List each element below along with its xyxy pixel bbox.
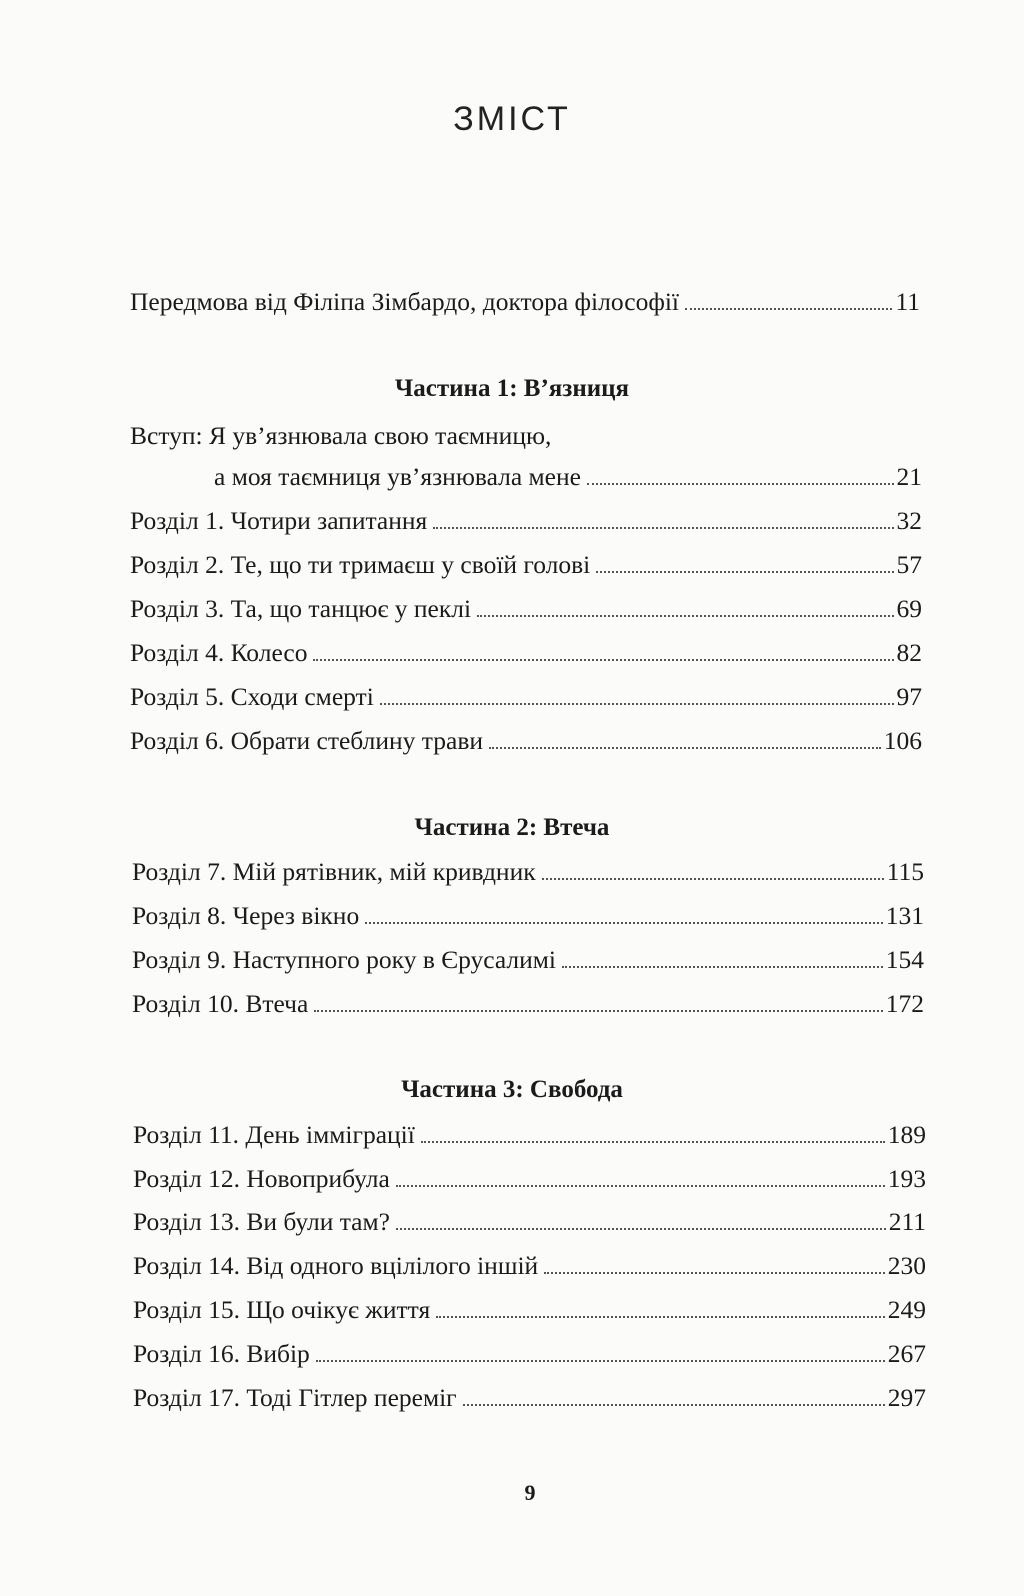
toc-entry-text: Розділ 7. Мій рятівник, мій кривдник (132, 857, 536, 886)
toc-entry-page: 97 (896, 682, 922, 711)
toc-entry-page: 172 (885, 989, 924, 1018)
toc-entry-page: 11 (895, 287, 920, 316)
toc-entry-text: Розділ 13. Ви були там? (133, 1207, 390, 1236)
page-number: 9 (524, 1480, 536, 1505)
dot-leader (562, 944, 883, 968)
toc-entry-intro (214, 461, 922, 493)
dot-leader (436, 1294, 885, 1318)
toc-entry-page: 297 (887, 1383, 926, 1412)
dot-leader (365, 900, 883, 924)
part-heading-3: Частина 3: Свобода (401, 1076, 623, 1103)
toc-entry-text: Розділ 17. Тоді Гітлер переміг (133, 1383, 457, 1412)
toc-entry-chapter (130, 725, 922, 757)
dot-leader (587, 461, 894, 485)
toc-entry-text: Розділ 8. Через вікно (132, 901, 360, 930)
toc-entry-text: Розділ 3. Та, що танцює у пеклі (130, 594, 472, 623)
toc-entry-page: 193 (887, 1164, 926, 1193)
toc-entry-page: 267 (887, 1339, 926, 1368)
toc-entry-chapter (130, 505, 922, 537)
dot-leader (421, 1119, 885, 1143)
toc-entry-text: Розділ 2. Те, що ти тримаєш у своїй голові (130, 550, 591, 579)
toc-entry-text: Розділ 10. Втеча (132, 989, 309, 1018)
toc-entry-page: 189 (887, 1120, 926, 1149)
toc-entry-text: Передмова від Філіпа Зімбардо, доктора філософії (130, 287, 680, 316)
dot-leader (685, 286, 892, 310)
toc-entry-chapter (133, 1119, 926, 1151)
toc-entry-chapter (133, 1382, 926, 1414)
toc-entry-chapter (133, 1206, 926, 1238)
toc-entry-text: Розділ 11. День імміграції (133, 1120, 415, 1149)
dot-leader (433, 505, 893, 529)
page-title: ЗМІСТ (453, 100, 571, 138)
toc-entry-chapter (130, 549, 922, 581)
toc-entry-text: Розділ 16. Вибір (133, 1339, 310, 1368)
part-heading-1: Частина 1: В’язниця (394, 375, 630, 402)
toc-entry-page: 249 (887, 1295, 926, 1324)
toc-entry-text: Розділ 6. Обрати стеблину трави (130, 726, 484, 755)
toc-entry-page: 69 (896, 594, 922, 623)
toc-entry-page: 106 (883, 726, 922, 755)
toc-entry-chapter (132, 900, 924, 932)
dot-leader (316, 1338, 885, 1362)
toc-entry-chapter (133, 1338, 926, 1370)
dot-leader (489, 725, 881, 749)
toc-entry-page: 115 (886, 857, 924, 886)
toc-entry-text: Розділ 1. Чотири запитання (130, 506, 428, 535)
dot-leader (477, 593, 893, 617)
dot-leader (596, 549, 893, 573)
toc-entry-foreword (130, 286, 920, 318)
toc-entry-text: а моя таємниця ув’язнювала мене (214, 462, 581, 491)
toc-entry-text: Розділ 4. Колесо (130, 638, 308, 667)
toc-entry-page: 154 (885, 945, 924, 974)
toc-entry-chapter (133, 1250, 926, 1282)
dot-leader (314, 988, 882, 1012)
toc-entry-chapter (133, 1294, 926, 1326)
toc-entry-page: 57 (896, 550, 922, 579)
dot-leader (463, 1382, 885, 1406)
toc-entry-text: Розділ 5. Сходи смерті (130, 682, 374, 711)
toc-entry-text: Розділ 12. Новоприбула (133, 1164, 390, 1193)
toc-entry-chapter (133, 1163, 926, 1195)
toc-entry-text: Розділ 15. Що очікує життя (133, 1295, 431, 1324)
dot-leader (380, 681, 894, 705)
toc-entry-page: 21 (896, 462, 922, 491)
toc-entry-text: Розділ 14. Від одного вцілілого іншій (133, 1251, 539, 1280)
dot-leader (542, 856, 884, 880)
toc-entry-page: 131 (885, 901, 924, 930)
dot-leader (396, 1206, 886, 1230)
toc-entry-page: 32 (896, 506, 922, 535)
toc-entry-chapter (130, 593, 922, 625)
toc-entry-chapter (130, 637, 922, 669)
toc-entry-text: Розділ 9. Наступного року в Єрусалимі (132, 945, 556, 974)
toc-entry-page: 230 (887, 1251, 926, 1280)
toc-entry-intro-line1: Вступ: Я ув’язнювала свою таємницю, (130, 421, 552, 450)
dot-leader (544, 1250, 885, 1274)
toc-entry-chapter (132, 988, 924, 1020)
toc-entry-page: 211 (888, 1207, 926, 1236)
toc-entry-chapter (130, 681, 922, 713)
part-heading-2: Частина 2: Втеча (414, 814, 610, 841)
dot-leader (313, 637, 893, 661)
dot-leader (396, 1163, 885, 1187)
toc-entry-page: 82 (896, 638, 922, 667)
toc-entry-chapter (132, 856, 924, 888)
toc-entry-chapter (132, 944, 924, 976)
